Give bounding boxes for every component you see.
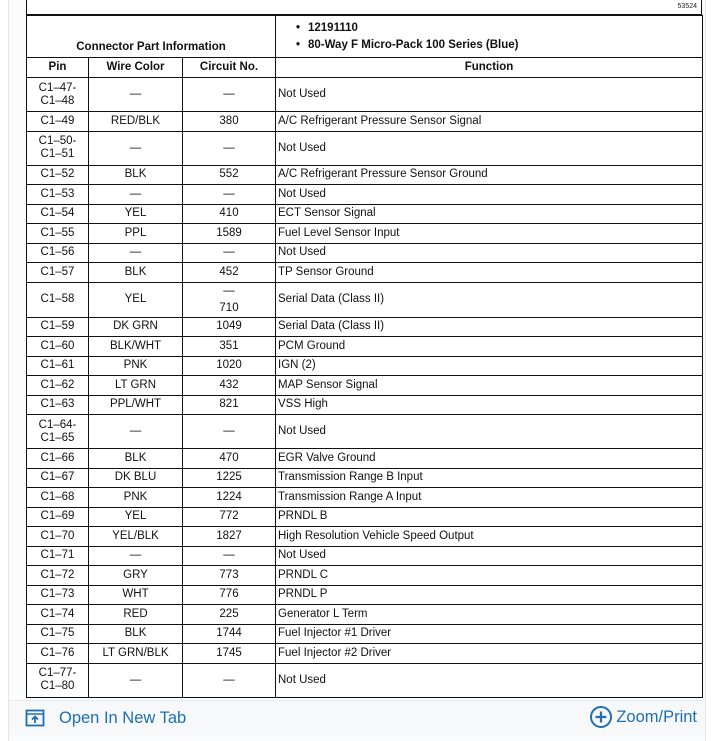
wire-color-cell: LT GRN	[89, 376, 183, 396]
zoom-plus-icon	[589, 705, 613, 729]
function-cell: High Resolution Vehicle Speed Output	[276, 527, 703, 547]
function-cell: Generator L Term	[276, 605, 703, 625]
circuit-cell: 1745	[183, 644, 276, 664]
pin-cell: C1–49	[27, 112, 89, 132]
table-row	[27, 356, 703, 376]
table-row	[27, 204, 703, 224]
function-cell: MAP Sensor Signal	[276, 376, 703, 396]
pin-cell: C1–60	[27, 337, 89, 357]
wire-color-cell: WHT	[89, 585, 183, 605]
figure-id: 53524	[677, 3, 697, 10]
table-row	[27, 376, 703, 396]
open-in-new-tab-button[interactable]	[25, 707, 186, 729]
function-cell: PRNDL B	[276, 507, 703, 527]
table-row	[27, 185, 703, 205]
table-row	[27, 663, 703, 697]
circuit-cell: —	[183, 243, 276, 263]
wire-color-cell: YEL	[89, 204, 183, 224]
connector-part-label: Connector Part Information	[27, 16, 276, 58]
circuit-cell: —	[183, 663, 276, 697]
pin-cell: C1–69	[27, 507, 89, 527]
pin-cell: C1–47- C1–48	[27, 78, 89, 112]
viewer-footer	[9, 700, 705, 735]
circuit-cell: 432	[183, 376, 276, 396]
circuit-cell: 552	[183, 165, 276, 185]
wire-color-cell: DK BLU	[89, 468, 183, 488]
circuit-cell: 410	[183, 204, 276, 224]
table-row	[27, 243, 703, 263]
document-top-strip	[26, 0, 702, 15]
table-row	[27, 449, 703, 469]
header-circuit: Circuit No.	[183, 58, 276, 78]
pin-cell: C1–55	[27, 224, 89, 244]
wire-color-cell: —	[89, 131, 183, 165]
table-row	[27, 624, 703, 644]
table-row	[27, 527, 703, 547]
table-row	[27, 507, 703, 527]
circuit-cell: —	[183, 415, 276, 449]
function-cell: Not Used	[276, 243, 703, 263]
image-viewer	[8, 0, 706, 741]
pin-cell: C1–68	[27, 488, 89, 508]
function-cell: VSS High	[276, 395, 703, 415]
circuit-cell: —	[183, 78, 276, 112]
table-row	[27, 468, 703, 488]
wire-color-cell: —	[89, 546, 183, 566]
wire-color-cell: PPL/WHT	[89, 395, 183, 415]
table-row	[27, 282, 703, 317]
function-cell: A/C Refrigerant Pressure Sensor Ground	[276, 165, 703, 185]
pin-cell: C1–67	[27, 468, 89, 488]
function-cell: PCM Ground	[276, 337, 703, 357]
table-row	[27, 224, 703, 244]
table-row	[27, 263, 703, 283]
pin-cell: C1–71	[27, 546, 89, 566]
wire-color-cell: —	[89, 185, 183, 205]
function-cell: EGR Valve Ground	[276, 449, 703, 469]
function-cell: Fuel Level Sensor Input	[276, 224, 703, 244]
circuit-cell: 772	[183, 507, 276, 527]
wire-color-cell: YEL/BLK	[89, 527, 183, 547]
pin-cell: C1–58	[27, 282, 89, 317]
function-cell: Not Used	[276, 546, 703, 566]
pin-cell: C1–54	[27, 204, 89, 224]
pin-cell: C1–77- C1–80	[27, 663, 89, 697]
circuit-cell: 452	[183, 263, 276, 283]
table-row	[27, 605, 703, 625]
function-cell: Not Used	[276, 131, 703, 165]
circuit-cell: 351	[183, 337, 276, 357]
header-pin: Pin	[27, 58, 89, 78]
wire-color-cell: LT GRN/BLK	[89, 644, 183, 664]
wire-color-cell: —	[89, 243, 183, 263]
wire-color-cell: YEL	[89, 282, 183, 317]
circuit-cell: 773	[183, 566, 276, 586]
wire-color-cell: —	[89, 415, 183, 449]
table-row	[27, 112, 703, 132]
wire-color-cell: BLK	[89, 624, 183, 644]
wire-color-cell: BLK/WHT	[89, 337, 183, 357]
connector-part-details	[276, 16, 703, 58]
function-cell: Serial Data (Class II)	[276, 282, 703, 317]
table-row	[27, 78, 703, 112]
wire-color-cell: BLK	[89, 165, 183, 185]
pin-cell: C1–70	[27, 527, 89, 547]
table-row	[27, 546, 703, 566]
function-cell: PRNDL P	[276, 585, 703, 605]
wire-color-cell: —	[89, 663, 183, 697]
connector-part-number: • 12191110	[296, 21, 358, 34]
pin-cell: C1–72	[27, 566, 89, 586]
pin-cell: C1–57	[27, 263, 89, 283]
pin-cell: C1–63	[27, 395, 89, 415]
wire-color-cell: PNK	[89, 488, 183, 508]
pin-cell: C1–59	[27, 317, 89, 337]
pin-cell: C1–52	[27, 165, 89, 185]
pinout-rows	[27, 78, 703, 698]
circuit-cell: 776	[183, 585, 276, 605]
wire-color-cell: PNK	[89, 356, 183, 376]
function-cell: Not Used	[276, 78, 703, 112]
circuit-cell: 470	[183, 449, 276, 469]
function-cell: Serial Data (Class II)	[276, 317, 703, 337]
function-cell: Fuel Injector #2 Driver	[276, 644, 703, 664]
table-row	[27, 644, 703, 664]
circuit-cell: 1827	[183, 527, 276, 547]
function-cell: Transmission Range B Input	[276, 468, 703, 488]
pin-cell: C1–75	[27, 624, 89, 644]
wire-color-cell: BLK	[89, 263, 183, 283]
pin-cell: C1–73	[27, 585, 89, 605]
function-cell: IGN (2)	[276, 356, 703, 376]
pin-cell: C1–76	[27, 644, 89, 664]
function-cell: ECT Sensor Signal	[276, 204, 703, 224]
function-cell: TP Sensor Ground	[276, 263, 703, 283]
zoom-print-label: Zoom/Print	[616, 707, 697, 726]
wire-color-cell: DK GRN	[89, 317, 183, 337]
pin-cell: C1–61	[27, 356, 89, 376]
circuit-cell: —	[183, 131, 276, 165]
circuit-cell: 821	[183, 395, 276, 415]
pin-cell: C1–50- C1–51	[27, 131, 89, 165]
circuit-cell: 1744	[183, 624, 276, 644]
open-in-new-tab-label: Open In New Tab	[59, 708, 187, 727]
wire-color-cell: RED	[89, 605, 183, 625]
table-row	[27, 585, 703, 605]
pin-cell: C1–53	[27, 185, 89, 205]
circuit-cell: 1020	[183, 356, 276, 376]
pinout-document	[26, 0, 702, 698]
pin-cell: C1–56	[27, 243, 89, 263]
table-row	[27, 165, 703, 185]
wire-color-cell: YEL	[89, 507, 183, 527]
circuit-cell: 1224	[183, 488, 276, 508]
header-wire-color: Wire Color	[89, 58, 183, 78]
zoom-print-button[interactable]	[589, 705, 697, 729]
table-row	[27, 566, 703, 586]
pin-cell: C1–62	[27, 376, 89, 396]
pin-cell: C1–64- C1–65	[27, 415, 89, 449]
function-cell: Not Used	[276, 663, 703, 697]
open-in-new-tab-icon	[25, 709, 45, 727]
circuit-cell: 225	[183, 605, 276, 625]
connector-pinout-table	[26, 15, 703, 698]
table-row	[27, 395, 703, 415]
function-cell: A/C Refrigerant Pressure Sensor Signal	[276, 112, 703, 132]
function-cell: Transmission Range A Input	[276, 488, 703, 508]
circuit-cell: — 710	[183, 282, 276, 317]
circuit-cell: 1589	[183, 224, 276, 244]
circuit-cell: 380	[183, 112, 276, 132]
function-cell: Not Used	[276, 185, 703, 205]
pin-cell: C1–66	[27, 449, 89, 469]
wire-color-cell: —	[89, 78, 183, 112]
pin-cell: C1–74	[27, 605, 89, 625]
table-row	[27, 317, 703, 337]
circuit-cell: 1225	[183, 468, 276, 488]
wire-color-cell: GRY	[89, 566, 183, 586]
table-row	[27, 415, 703, 449]
wire-color-cell: BLK	[89, 449, 183, 469]
wire-color-cell: PPL	[89, 224, 183, 244]
function-cell: Fuel Injector #1 Driver	[276, 624, 703, 644]
table-row	[27, 488, 703, 508]
circuit-cell: —	[183, 546, 276, 566]
connector-info-row	[27, 16, 703, 58]
connector-description: • 80-Way F Micro-Pack 100 Series (Blue)	[296, 38, 519, 51]
table-header-row	[27, 58, 703, 78]
table-row	[27, 131, 703, 165]
wire-color-cell: RED/BLK	[89, 112, 183, 132]
function-cell: PRNDL C	[276, 566, 703, 586]
circuit-cell: 1049	[183, 317, 276, 337]
table-row	[27, 337, 703, 357]
header-function: Function	[276, 58, 703, 78]
circuit-cell: —	[183, 185, 276, 205]
function-cell: Not Used	[276, 415, 703, 449]
